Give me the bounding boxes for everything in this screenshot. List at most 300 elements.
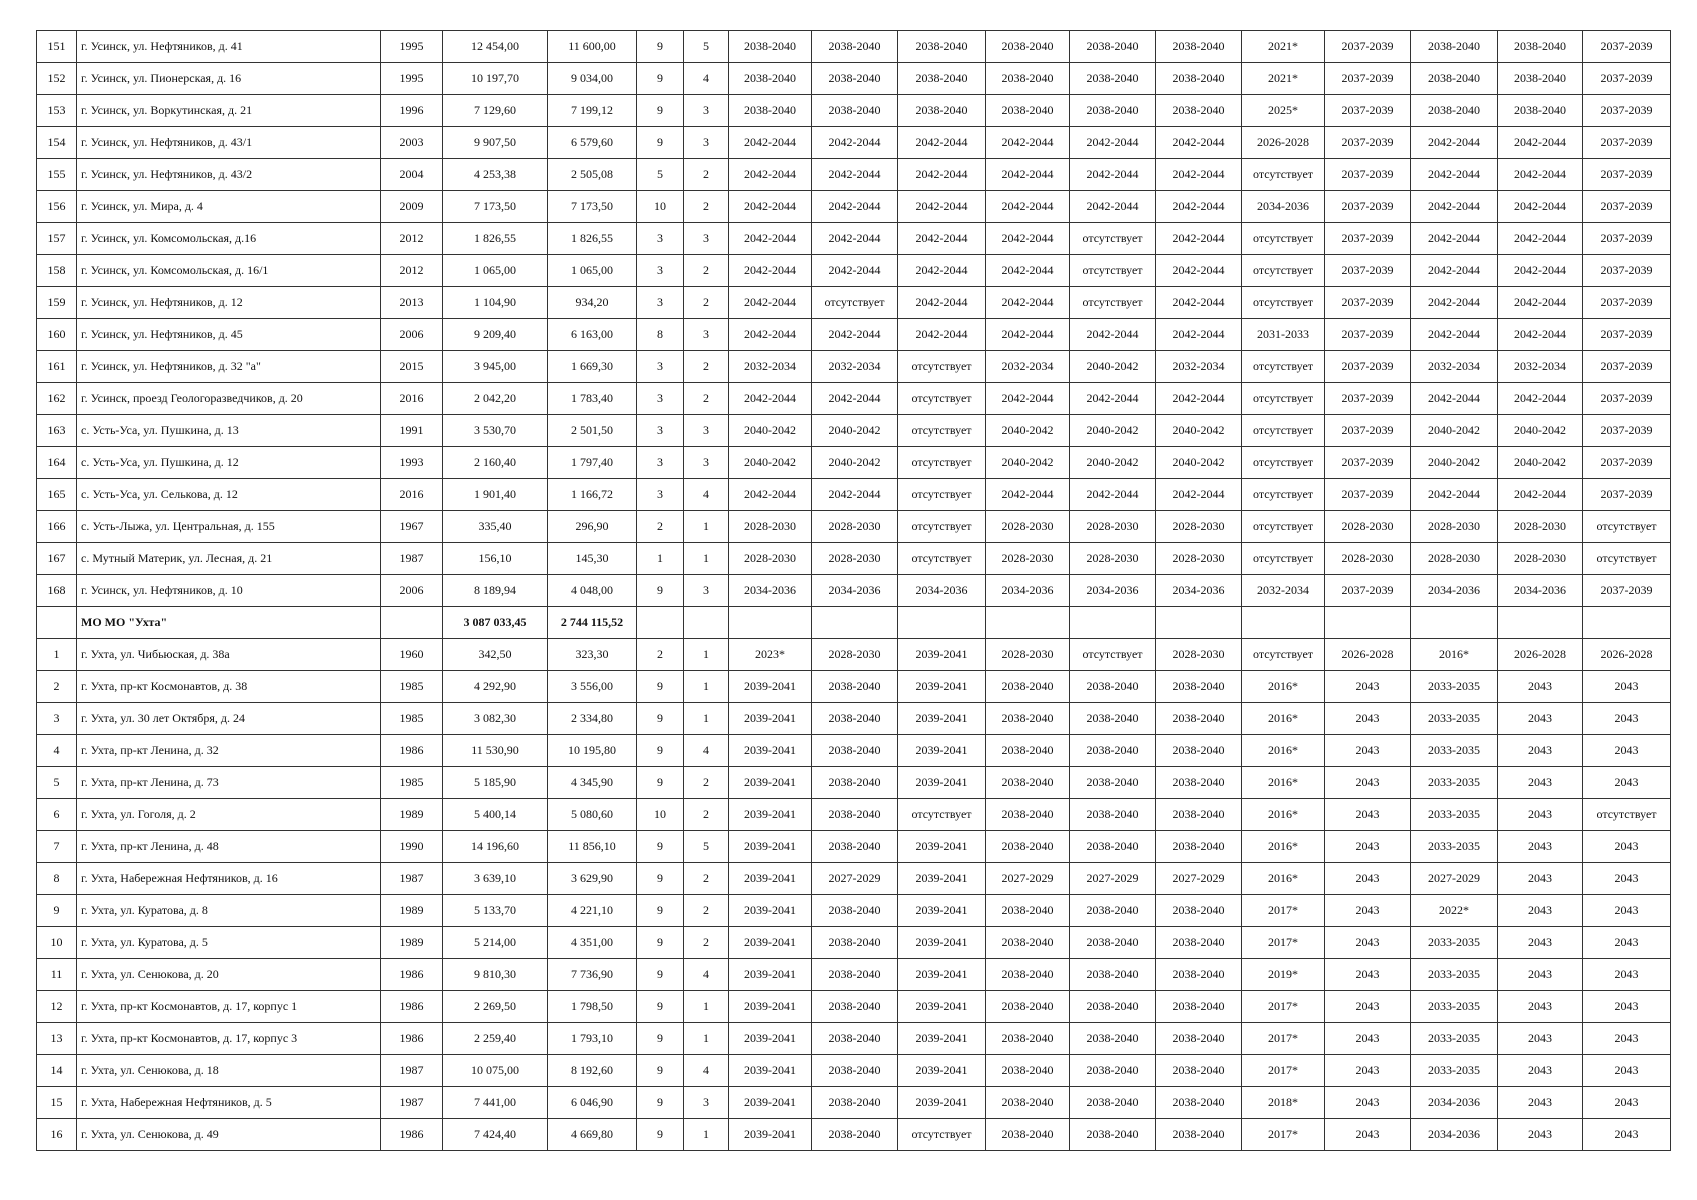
table-cell: 2042-2044 [1411, 383, 1498, 415]
table-cell: 2038-2040 [812, 991, 898, 1023]
address-cell: г. Усинск, ул. Нефтяников, д. 12 [77, 287, 381, 319]
table-cell: 3 [684, 575, 729, 607]
table-cell: 2027-2029 [1070, 863, 1156, 895]
table-cell: 2043 [1325, 991, 1411, 1023]
address-cell: с. Усть-Уса, ул. Селькова, д. 12 [77, 479, 381, 511]
table-cell: 2042-2044 [729, 319, 812, 351]
table-cell: 1990 [381, 831, 443, 863]
table-cell [1411, 607, 1498, 639]
table-cell: 2012 [381, 223, 443, 255]
table-cell: 2039-2041 [898, 1055, 986, 1087]
table-cell: 2042-2044 [729, 479, 812, 511]
table-cell: 2033-2035 [1411, 991, 1498, 1023]
table-cell: 2038-2040 [986, 1087, 1070, 1119]
table-cell: 1985 [381, 703, 443, 735]
table-cell: 6 163,00 [548, 319, 637, 351]
table-row [37, 543, 1671, 575]
table-cell: 2039-2041 [729, 1119, 812, 1151]
table-cell: 2037-2039 [1325, 255, 1411, 287]
table-cell: 2042-2044 [1156, 255, 1242, 287]
table-cell: 2038-2040 [1156, 671, 1242, 703]
table-cell: 5 [637, 159, 684, 191]
table-cell: 2037-2039 [1583, 223, 1671, 255]
table-cell: 1 [684, 639, 729, 671]
table-cell: 2038-2040 [1070, 767, 1156, 799]
table-cell: 2038-2040 [1156, 1119, 1242, 1151]
table-cell: 2042-2044 [1411, 159, 1498, 191]
table-cell: 2028-2030 [1070, 511, 1156, 543]
table-cell: 1986 [381, 1119, 443, 1151]
table-cell: 2042-2044 [1070, 191, 1156, 223]
table-cell: 2042-2044 [1156, 223, 1242, 255]
table-cell: 2040-2042 [1411, 447, 1498, 479]
table-cell: 2019* [1242, 959, 1325, 991]
table-cell: 2043 [1498, 1023, 1583, 1055]
row-number-cell: 165 [37, 479, 77, 511]
table-cell: 2038-2040 [812, 703, 898, 735]
table-cell: 2038-2040 [986, 1055, 1070, 1087]
table-cell: 2042-2044 [812, 223, 898, 255]
table-cell [1498, 607, 1583, 639]
table-cell: 2032-2034 [1156, 351, 1242, 383]
table-cell: 2043 [1583, 895, 1671, 927]
table-cell: 2016* [1242, 799, 1325, 831]
table-cell: 2034-2036 [812, 575, 898, 607]
table-cell: 1987 [381, 1055, 443, 1087]
table-cell: 2 [684, 351, 729, 383]
table-cell: 2038-2040 [812, 63, 898, 95]
table-cell: 2039-2041 [729, 1023, 812, 1055]
table-cell: 2042-2044 [1070, 479, 1156, 511]
table-cell: 2 259,40 [443, 1023, 548, 1055]
row-number-cell: 1 [37, 639, 77, 671]
row-number-cell: 162 [37, 383, 77, 415]
table-row [37, 671, 1671, 703]
table-cell: 2039-2041 [898, 703, 986, 735]
table-cell: 2033-2035 [1411, 735, 1498, 767]
table-cell: 2038-2040 [812, 671, 898, 703]
table-cell: 2034-2036 [1411, 575, 1498, 607]
table-cell: 2016* [1242, 671, 1325, 703]
table-cell: 3 [684, 447, 729, 479]
table-cell: 2038-2040 [812, 1119, 898, 1151]
table-cell: 2038-2040 [1070, 703, 1156, 735]
table-cell: 2038-2040 [1070, 95, 1156, 127]
table-cell: 2038-2040 [729, 95, 812, 127]
table-cell: 2038-2040 [1156, 703, 1242, 735]
table-cell: 2043 [1325, 927, 1411, 959]
table-cell: 2042-2044 [1411, 287, 1498, 319]
table-cell: 2042-2044 [1411, 479, 1498, 511]
address-cell: г. Усинск, ул. Комсомольская, д. 16/1 [77, 255, 381, 287]
table-cell: 2038-2040 [898, 63, 986, 95]
table-cell: 2037-2039 [1325, 575, 1411, 607]
table-cell: 5 080,60 [548, 799, 637, 831]
table-cell: 2022* [1411, 895, 1498, 927]
table-cell: 2038-2040 [812, 1087, 898, 1119]
table-cell: 1 901,40 [443, 479, 548, 511]
table-cell: 1986 [381, 959, 443, 991]
table-cell: 2043 [1498, 671, 1583, 703]
table-cell: 7 173,50 [548, 191, 637, 223]
row-number-cell: 167 [37, 543, 77, 575]
table-cell: 2043 [1325, 831, 1411, 863]
table-cell: 3 [684, 95, 729, 127]
table-cell: 3 [637, 447, 684, 479]
table-cell: 4 669,80 [548, 1119, 637, 1151]
table-cell: 2043 [1325, 799, 1411, 831]
table-cell: 2034-2036 [1070, 575, 1156, 607]
table-cell: 2039-2041 [729, 1055, 812, 1087]
table-cell: 2043 [1498, 767, 1583, 799]
table-cell: 2039-2041 [729, 671, 812, 703]
table-cell: отсутствует [1242, 255, 1325, 287]
table-cell: 2038-2040 [986, 959, 1070, 991]
row-number-cell: 3 [37, 703, 77, 735]
table-cell: 2006 [381, 319, 443, 351]
table-cell: 3 [684, 127, 729, 159]
table-cell: 2 [684, 799, 729, 831]
table-cell: 1 797,40 [548, 447, 637, 479]
table-cell: 2042-2044 [986, 127, 1070, 159]
address-cell: г. Ухта, ул. 30 лет Октября, д. 24 [77, 703, 381, 735]
row-number-cell: 4 [37, 735, 77, 767]
table-cell: 1 [684, 543, 729, 575]
table-cell: 2038-2040 [812, 799, 898, 831]
table-cell: 2040-2042 [812, 447, 898, 479]
table-cell: 2042-2044 [1156, 191, 1242, 223]
row-number-cell: 10 [37, 927, 77, 959]
table-cell: 2006 [381, 575, 443, 607]
table-cell: 2026-2028 [1242, 127, 1325, 159]
row-number-cell: 12 [37, 991, 77, 1023]
table-cell: 6 046,90 [548, 1087, 637, 1119]
table-cell: отсутствует [898, 383, 986, 415]
table-cell: отсутствует [898, 447, 986, 479]
table-cell: 2037-2039 [1583, 479, 1671, 511]
table-cell: 1991 [381, 415, 443, 447]
table-cell: 9 [637, 927, 684, 959]
table-cell: 2043 [1498, 959, 1583, 991]
table-cell: 2 269,50 [443, 991, 548, 1023]
table-cell: 2033-2035 [1411, 767, 1498, 799]
table-cell: 7 129,60 [443, 95, 548, 127]
table-cell [1325, 607, 1411, 639]
table-cell: 2032-2034 [729, 351, 812, 383]
table-cell: 3 087 033,45 [443, 607, 548, 639]
table-cell: 2039-2041 [729, 799, 812, 831]
table-cell: 2038-2040 [812, 31, 898, 63]
table-cell: 1986 [381, 1023, 443, 1055]
table-cell: 3 [637, 287, 684, 319]
address-cell: г. Ухта, ул. Сенюкова, д. 20 [77, 959, 381, 991]
table-cell: 9 [637, 991, 684, 1023]
row-number-cell: 155 [37, 159, 77, 191]
table-row [37, 31, 1671, 63]
table-cell: отсутствует [1242, 447, 1325, 479]
table-cell: 2038-2040 [1156, 735, 1242, 767]
table-cell: 2040-2042 [1498, 447, 1583, 479]
table-cell: 2039-2041 [729, 895, 812, 927]
table-cell [812, 607, 898, 639]
table-cell: 4 292,90 [443, 671, 548, 703]
address-cell: г. Ухта, ул. Куратова, д. 5 [77, 927, 381, 959]
row-number-cell: 11 [37, 959, 77, 991]
table-cell: 2 501,50 [548, 415, 637, 447]
table-cell: 2 [684, 255, 729, 287]
table-cell: 2038-2040 [1070, 671, 1156, 703]
table-cell: 2042-2044 [729, 127, 812, 159]
table-cell: 2028-2030 [1498, 511, 1583, 543]
row-number-cell: 2 [37, 671, 77, 703]
table-cell: 9 [637, 735, 684, 767]
table-cell: 3 639,10 [443, 863, 548, 895]
table-cell: 5 214,00 [443, 927, 548, 959]
address-cell: г. Ухта, ул. Чибьюская, д. 38а [77, 639, 381, 671]
table-cell: 2042-2044 [812, 159, 898, 191]
table-cell: 1 826,55 [548, 223, 637, 255]
table-cell: 1 826,55 [443, 223, 548, 255]
table-cell: 2043 [1583, 735, 1671, 767]
table-cell: 2016 [381, 383, 443, 415]
table-cell: 3 [684, 319, 729, 351]
table-cell: 2017* [1242, 1055, 1325, 1087]
table-cell: 9 [637, 671, 684, 703]
table-cell: 2038-2040 [986, 767, 1070, 799]
table-cell: 2028-2030 [1156, 639, 1242, 671]
table-cell: 2038-2040 [898, 31, 986, 63]
address-cell: г. Ухта, пр-кт Космонавтов, д. 17, корпус 1 [77, 991, 381, 1023]
table-cell: 1989 [381, 927, 443, 959]
row-number-cell: 13 [37, 1023, 77, 1055]
table-cell: 1 798,50 [548, 991, 637, 1023]
table-row [37, 575, 1671, 607]
table-row [37, 383, 1671, 415]
table-cell: 2038-2040 [1156, 767, 1242, 799]
table-cell: отсутствует [1242, 159, 1325, 191]
table-cell: 2040-2042 [1070, 447, 1156, 479]
row-number-cell: 8 [37, 863, 77, 895]
table-cell: 9 [637, 127, 684, 159]
table-cell: 5 400,14 [443, 799, 548, 831]
table-cell: 2042-2044 [1411, 223, 1498, 255]
table-cell: 9 [637, 703, 684, 735]
table-cell: 2016* [1242, 735, 1325, 767]
row-number-cell: 152 [37, 63, 77, 95]
table-cell: 2028-2030 [1411, 543, 1498, 575]
table-cell: 4 221,10 [548, 895, 637, 927]
table-cell: 2043 [1583, 1023, 1671, 1055]
table-cell: 9 [637, 575, 684, 607]
table-row [37, 1055, 1671, 1087]
table-cell: 2042-2044 [986, 383, 1070, 415]
table-cell: 2042-2044 [1156, 127, 1242, 159]
table-cell: 2038-2040 [1070, 1023, 1156, 1055]
table-cell: 2017* [1242, 1023, 1325, 1055]
table-cell: 2 [684, 191, 729, 223]
table-cell: 2042-2044 [1070, 319, 1156, 351]
table-cell: 2043 [1498, 799, 1583, 831]
table-cell: 10 195,80 [548, 735, 637, 767]
table-row [37, 895, 1671, 927]
table-cell: 3 [637, 223, 684, 255]
table-cell: 2042-2044 [898, 255, 986, 287]
table-row [37, 415, 1671, 447]
table-cell: 1 [684, 1119, 729, 1151]
table-cell: 2038-2040 [1156, 31, 1242, 63]
table-cell: 2038-2040 [1070, 1087, 1156, 1119]
table-cell: 2016 [381, 479, 443, 511]
table-cell: 2038-2040 [1070, 799, 1156, 831]
table-cell: 2042-2044 [1498, 159, 1583, 191]
table-cell: 3 629,90 [548, 863, 637, 895]
table-cell: 2042-2044 [1498, 287, 1583, 319]
table-cell: 2038-2040 [986, 63, 1070, 95]
table-cell: 2 [637, 639, 684, 671]
table-cell: 12 454,00 [443, 31, 548, 63]
table-row [37, 319, 1671, 351]
table-cell [1242, 607, 1325, 639]
table-cell: 2038-2040 [1156, 895, 1242, 927]
address-cell: г. Усинск, ул. Нефтяников, д. 10 [77, 575, 381, 607]
table-row [37, 703, 1671, 735]
table-cell: 2017* [1242, 991, 1325, 1023]
table-cell: 2 [684, 287, 729, 319]
table-cell: 2038-2040 [812, 895, 898, 927]
address-cell: г. Усинск, ул. Нефтяников, д. 41 [77, 31, 381, 63]
table-cell: 2028-2030 [1325, 511, 1411, 543]
table-cell: 2040-2042 [812, 415, 898, 447]
table-cell: 2043 [1498, 863, 1583, 895]
table-cell: 2043 [1325, 863, 1411, 895]
table-cell: 2037-2039 [1325, 223, 1411, 255]
table-cell: 2038-2040 [812, 831, 898, 863]
table-cell: отсутствует [1242, 351, 1325, 383]
table-cell: 2038-2040 [986, 991, 1070, 1023]
table-cell: 8 192,60 [548, 1055, 637, 1087]
table-cell: 2038-2040 [1156, 1055, 1242, 1087]
address-cell: г. Усинск, проезд Геологоразведчиков, д. 20 [77, 383, 381, 415]
table-cell: отсутствует [1242, 415, 1325, 447]
table-cell: отсутствует [1242, 511, 1325, 543]
table-cell: 2038-2040 [1411, 31, 1498, 63]
table-row [37, 127, 1671, 159]
table-cell: 8 189,94 [443, 575, 548, 607]
table-cell: 1 [637, 543, 684, 575]
table-cell: 2025* [1242, 95, 1325, 127]
table-cell: 2042-2044 [986, 319, 1070, 351]
table-cell: 2043 [1498, 1087, 1583, 1119]
table-cell: отсутствует [1070, 223, 1156, 255]
table-cell: 9 [637, 1055, 684, 1087]
table-cell: 9 810,30 [443, 959, 548, 991]
table-cell: отсутствует [1242, 287, 1325, 319]
table-cell: 2037-2039 [1583, 191, 1671, 223]
section-header-row [37, 607, 1671, 639]
table-cell: 2033-2035 [1411, 1055, 1498, 1087]
table-cell: 2038-2040 [812, 927, 898, 959]
table-cell: 3 556,00 [548, 671, 637, 703]
address-cell: г. Усинск, ул. Пионерская, д. 16 [77, 63, 381, 95]
table-cell: 3 [684, 415, 729, 447]
table-cell: 2039-2041 [729, 991, 812, 1023]
table-cell: 2038-2040 [1070, 831, 1156, 863]
table-cell: 2038-2040 [812, 767, 898, 799]
row-number-cell: 164 [37, 447, 77, 479]
table-cell: 2038-2040 [1411, 63, 1498, 95]
table-cell: 2038-2040 [1411, 95, 1498, 127]
table-cell: 9 [637, 31, 684, 63]
table-cell: 1989 [381, 799, 443, 831]
table-cell: 2028-2030 [812, 639, 898, 671]
table-cell: 1 065,00 [443, 255, 548, 287]
table-cell: 2038-2040 [1156, 831, 1242, 863]
table-cell: 2037-2039 [1325, 287, 1411, 319]
table-cell: 9 907,50 [443, 127, 548, 159]
row-number-cell: 16 [37, 1119, 77, 1151]
table-cell: 2043 [1325, 767, 1411, 799]
table-cell: 2 [684, 895, 729, 927]
table-cell: 2042-2044 [1411, 255, 1498, 287]
table-cell: 2043 [1325, 1087, 1411, 1119]
table-row [37, 1087, 1671, 1119]
table-cell: 1993 [381, 447, 443, 479]
table-cell: 2038-2040 [1156, 799, 1242, 831]
table-cell: 2040-2042 [1156, 447, 1242, 479]
table-cell: 2038-2040 [986, 671, 1070, 703]
row-number-cell: 161 [37, 351, 77, 383]
table-cell: 2043 [1325, 1023, 1411, 1055]
table-cell [898, 607, 986, 639]
table-cell: 4 345,90 [548, 767, 637, 799]
table-cell: 2042-2044 [898, 319, 986, 351]
table-cell: 2027-2029 [1411, 863, 1498, 895]
table-cell: 2042-2044 [812, 255, 898, 287]
table-cell: 2043 [1498, 991, 1583, 1023]
table-cell: 934,20 [548, 287, 637, 319]
table-cell: 2038-2040 [812, 1023, 898, 1055]
table-cell: 7 736,90 [548, 959, 637, 991]
table-cell: 2028-2030 [1156, 543, 1242, 575]
address-cell: г. Ухта, Набережная Нефтяников, д. 5 [77, 1087, 381, 1119]
address-cell: с. Усть-Уса, ул. Пушкина, д. 13 [77, 415, 381, 447]
table-cell: 2039-2041 [898, 959, 986, 991]
address-cell: с. Усть-Лыжа, ул. Центральная, д. 155 [77, 511, 381, 543]
table-cell: 2042-2044 [1411, 319, 1498, 351]
table-cell: 1 793,10 [548, 1023, 637, 1055]
table-cell: 2037-2039 [1583, 127, 1671, 159]
table-cell: 1 [684, 703, 729, 735]
table-cell: 2043 [1325, 895, 1411, 927]
table-cell: 2032-2034 [986, 351, 1070, 383]
table-cell: 2039-2041 [729, 735, 812, 767]
address-cell: с. Усть-Уса, ул. Пушкина, д. 12 [77, 447, 381, 479]
table-cell: 2 [684, 927, 729, 959]
table-cell: 4 [684, 959, 729, 991]
table-cell: 2039-2041 [898, 831, 986, 863]
table-cell: отсутствует [898, 415, 986, 447]
row-number-cell: 14 [37, 1055, 77, 1087]
table-cell: 1 [684, 1023, 729, 1055]
table-cell: 2034-2036 [1411, 1087, 1498, 1119]
table-cell: 2033-2035 [1411, 831, 1498, 863]
table-cell [1070, 607, 1156, 639]
table-cell: 2042-2044 [812, 319, 898, 351]
table-cell: 2043 [1498, 831, 1583, 863]
table-cell: 2 [684, 383, 729, 415]
table-cell: отсутствует [1242, 383, 1325, 415]
table-cell: 2037-2039 [1325, 95, 1411, 127]
